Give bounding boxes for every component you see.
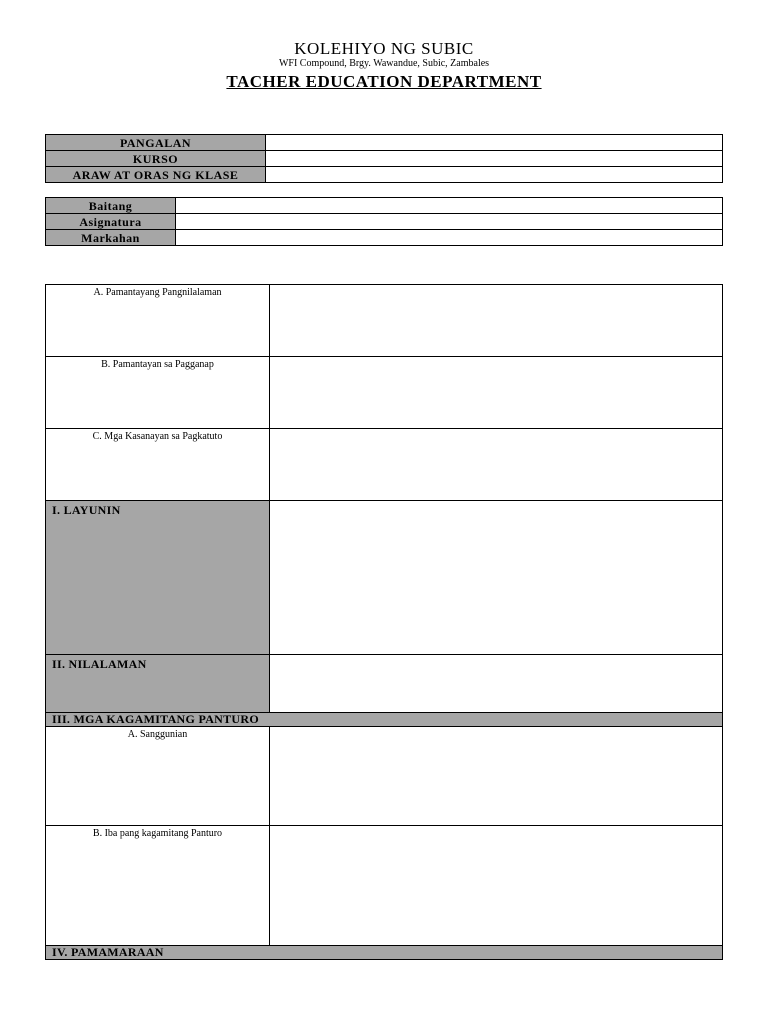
kagamitang-panturo-header: III. MGA KAGAMITANG PANTURO: [46, 713, 723, 727]
pamantayang-pangnilalaman-label: A. Pamantayang Pangnilalaman: [46, 285, 270, 357]
araw-oras-label: ARAW AT ORAS NG KLASE: [46, 167, 266, 183]
department-title: TACHER EDUCATION DEPARTMENT: [226, 72, 542, 91]
kasanayan-pagkatuto-field[interactable]: [270, 429, 723, 501]
markahan-field[interactable]: [176, 230, 723, 246]
kurso-field[interactable]: [266, 151, 723, 167]
table-row: [46, 946, 723, 960]
asignatura-label: Asignatura: [46, 214, 176, 230]
table-row: [46, 826, 723, 946]
student-info-table: [45, 134, 723, 183]
table-row: [46, 135, 723, 151]
baitang-label: Baitang: [46, 198, 176, 214]
table-row: [46, 214, 723, 230]
pamamaraan-header: IV. PAMAMARAAN: [46, 946, 723, 960]
pamantayan-pagganap-field[interactable]: [270, 357, 723, 429]
table-row: [46, 655, 723, 713]
araw-oras-field[interactable]: [266, 167, 723, 183]
school-name: KOLEHIYO NG SUBIC: [294, 39, 474, 58]
kasanayan-pagkatuto-label: C. Mga Kasanayan sa Pagkatuto: [46, 429, 270, 501]
class-info-table: [45, 197, 723, 246]
sanggunian-field[interactable]: [270, 727, 723, 826]
pangalan-label: PANGALAN: [46, 135, 266, 151]
layunin-field[interactable]: [270, 501, 723, 655]
pangalan-field[interactable]: [266, 135, 723, 151]
table-row: [46, 151, 723, 167]
table-row: [46, 727, 723, 826]
asignatura-field[interactable]: [176, 214, 723, 230]
markahan-label: Markahan: [46, 230, 176, 246]
iba-pang-kagamitan-label: B. Iba pang kagamitang Panturo: [46, 826, 270, 946]
table-row: [46, 230, 723, 246]
table-row: [46, 501, 723, 655]
table-row: [46, 357, 723, 429]
lesson-plan-table: [45, 284, 723, 960]
pamantayang-pangnilalaman-field[interactable]: [270, 285, 723, 357]
pamantayan-pagganap-label: B. Pamantayan sa Pagganap: [46, 357, 270, 429]
table-row: [46, 429, 723, 501]
nilalaman-label: II. NILALAMAN: [46, 655, 270, 713]
layunin-label: I. LAYUNIN: [46, 501, 270, 655]
table-row: [46, 198, 723, 214]
table-row: [46, 285, 723, 357]
sanggunian-label: A. Sanggunian: [46, 727, 270, 826]
nilalaman-field[interactable]: [270, 655, 723, 713]
iba-pang-kagamitan-field[interactable]: [270, 826, 723, 946]
table-row: [46, 713, 723, 727]
kurso-label: KURSO: [46, 151, 266, 167]
school-address: WFI Compound, Brgy. Wawandue, Subic, Zambales: [278, 58, 490, 69]
baitang-field[interactable]: [176, 198, 723, 214]
table-row: [46, 167, 723, 183]
